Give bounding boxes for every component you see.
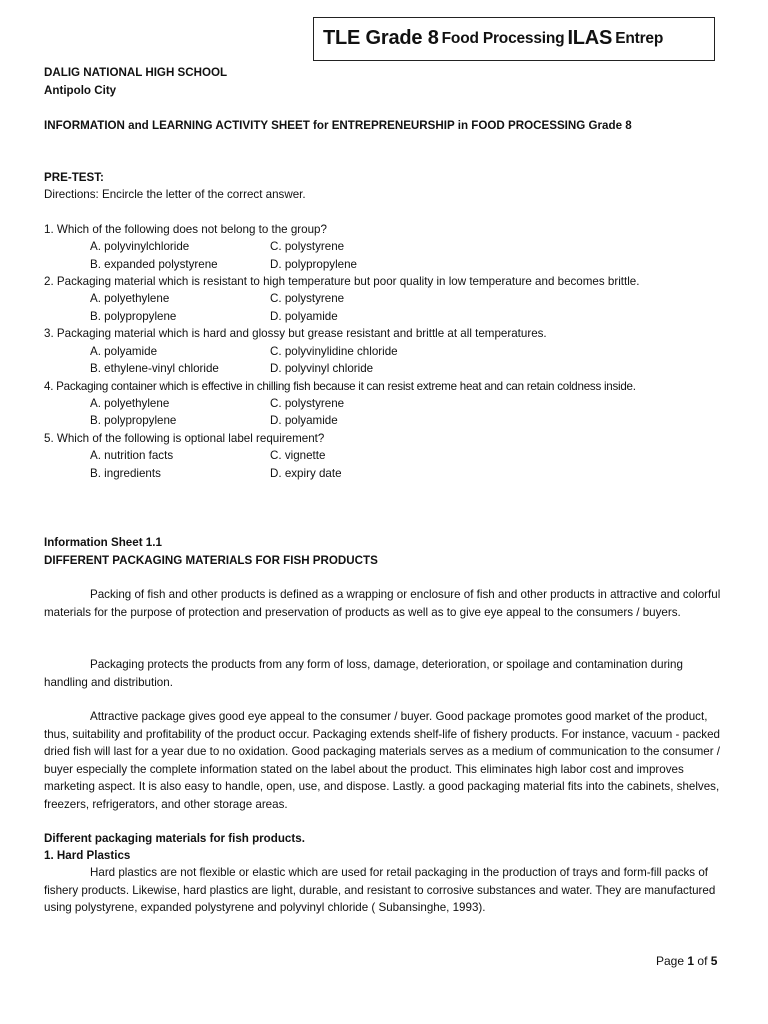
q5-option-d: D. expiry date	[270, 467, 342, 480]
page-number	[656, 953, 717, 971]
title-ilas: ILAS	[567, 27, 613, 50]
page-of-word: of	[697, 954, 708, 968]
q3-option-a: A. polyamide	[90, 345, 158, 358]
materials-subheading: Different packaging materials for fish products.	[44, 832, 305, 845]
q2-option-d: D. polyamide	[270, 310, 338, 323]
title-entrep: Entrep	[615, 30, 664, 48]
pretest-heading: PRE-TEST:	[44, 171, 104, 184]
q5-option-a: A. nutrition facts	[90, 449, 174, 462]
q1-option-c: C. polystyrene	[270, 240, 345, 253]
pretest-directions: Directions: Encircle the letter of the correct answer.	[44, 188, 306, 201]
paragraph-attractive: Attractive package gives good eye appeal to the consumer / buyer. Good package promotes good market of the product, thus, suitability and profitability of the product occur. Packaging extends shelf-life of fishery products. For instance, vacuum - packed dried fish will last for a year due to no oxidation. Good packaging materials serves as a medium of communication to the consumer / buyer especially the complete information stated on the label about the product. This eliminates high labor cost and improves marketing aspect. It is also easy to handle, open, use, and dispose. Lastly. a good packaging material fits into the cabinets, shelves, freezers, refrigerators, and other storage areas.	[44, 710, 721, 811]
hard-plastics-heading: 1. Hard Plastics	[44, 849, 131, 862]
info-sheet-title: DIFFERENT PACKAGING MATERIALS FOR FISH PRODUCTS	[44, 554, 378, 567]
q2-option-b: B. polypropylene	[90, 310, 177, 323]
q4-option-d: D. polyamide	[270, 414, 338, 427]
paragraph-definition: Packing of fish and other products is defined as a wrapping or enclosure of fish and other products in attractive and colorful materials for the purpose of protection and preservation of products as well as to give eye appeal to the consumers / buyers.	[44, 588, 721, 619]
page-current: 1	[687, 954, 695, 968]
q4-option-a: A. polyethylene	[90, 397, 170, 410]
q2-option-a: A. polyethylene	[90, 292, 170, 305]
q1-option-a: A. polyvinylchloride	[90, 240, 190, 253]
page-word: Page	[656, 954, 685, 968]
question-5: 5. Which of the following is optional label requirement?	[44, 432, 325, 445]
question-3: 3. Packaging material which is hard and glossy but grease resistant and brittle at all temperatures.	[44, 327, 547, 340]
info-sheet-label: Information Sheet 1.1	[44, 536, 162, 549]
title-grade: TLE Grade 8	[323, 27, 439, 50]
q3-option-b: B. ethylene-vinyl chloride	[90, 362, 219, 375]
q3-option-d: D. polyvinyl chloride	[270, 362, 374, 375]
sheet-title: INFORMATION and LEARNING ACTIVITY SHEET for ENTREPRENEURSHIP in FOOD PROCESSING Grade 8	[44, 119, 632, 132]
school-city: Antipolo City	[44, 84, 117, 97]
q1-option-d: D. polypropylene	[270, 258, 358, 271]
page-total: 5	[710, 954, 718, 968]
q2-option-c: C. polystyrene	[270, 292, 345, 305]
question-1: 1. Which of the following does not belong to the group?	[44, 223, 327, 236]
q3-option-c: C. polyvinylidine chloride	[270, 345, 398, 358]
school-name: DALIG NATIONAL HIGH SCHOOL	[44, 66, 228, 79]
q4-option-c: C. polystyrene	[270, 397, 345, 410]
q5-option-c: C. vignette	[270, 449, 326, 462]
question-4: 4. Packaging container which is effective in chilling fish because it can resist extreme heat and can retain coldness inside.	[44, 380, 636, 393]
q1-option-b: B. expanded polystyrene	[90, 258, 218, 271]
hard-plastics-text: Hard plastics are not flexible or elastic which are used for retail packaging in the production of trays and form-fill packs of fishery products. Likewise, hard plastics are light, durable, and resistant to corrosive substances and water. They are manufactured using polystyrene, expanded polystyrene and polyvinyl chloride ( Subansinghe, 1993).	[44, 866, 716, 914]
q5-option-b: B. ingredients	[90, 467, 161, 480]
question-2: 2. Packaging material which is resistant to high temperature but poor quality in low temperature and becomes brittle.	[44, 275, 640, 288]
document-title-box	[313, 17, 715, 61]
title-subject: Food Processing	[441, 30, 565, 48]
paragraph-protection: Packaging protects the products from any form of loss, damage, deterioration, or spoilage and contamination during handling and distribution.	[44, 658, 683, 689]
q4-option-b: B. polypropylene	[90, 414, 177, 427]
